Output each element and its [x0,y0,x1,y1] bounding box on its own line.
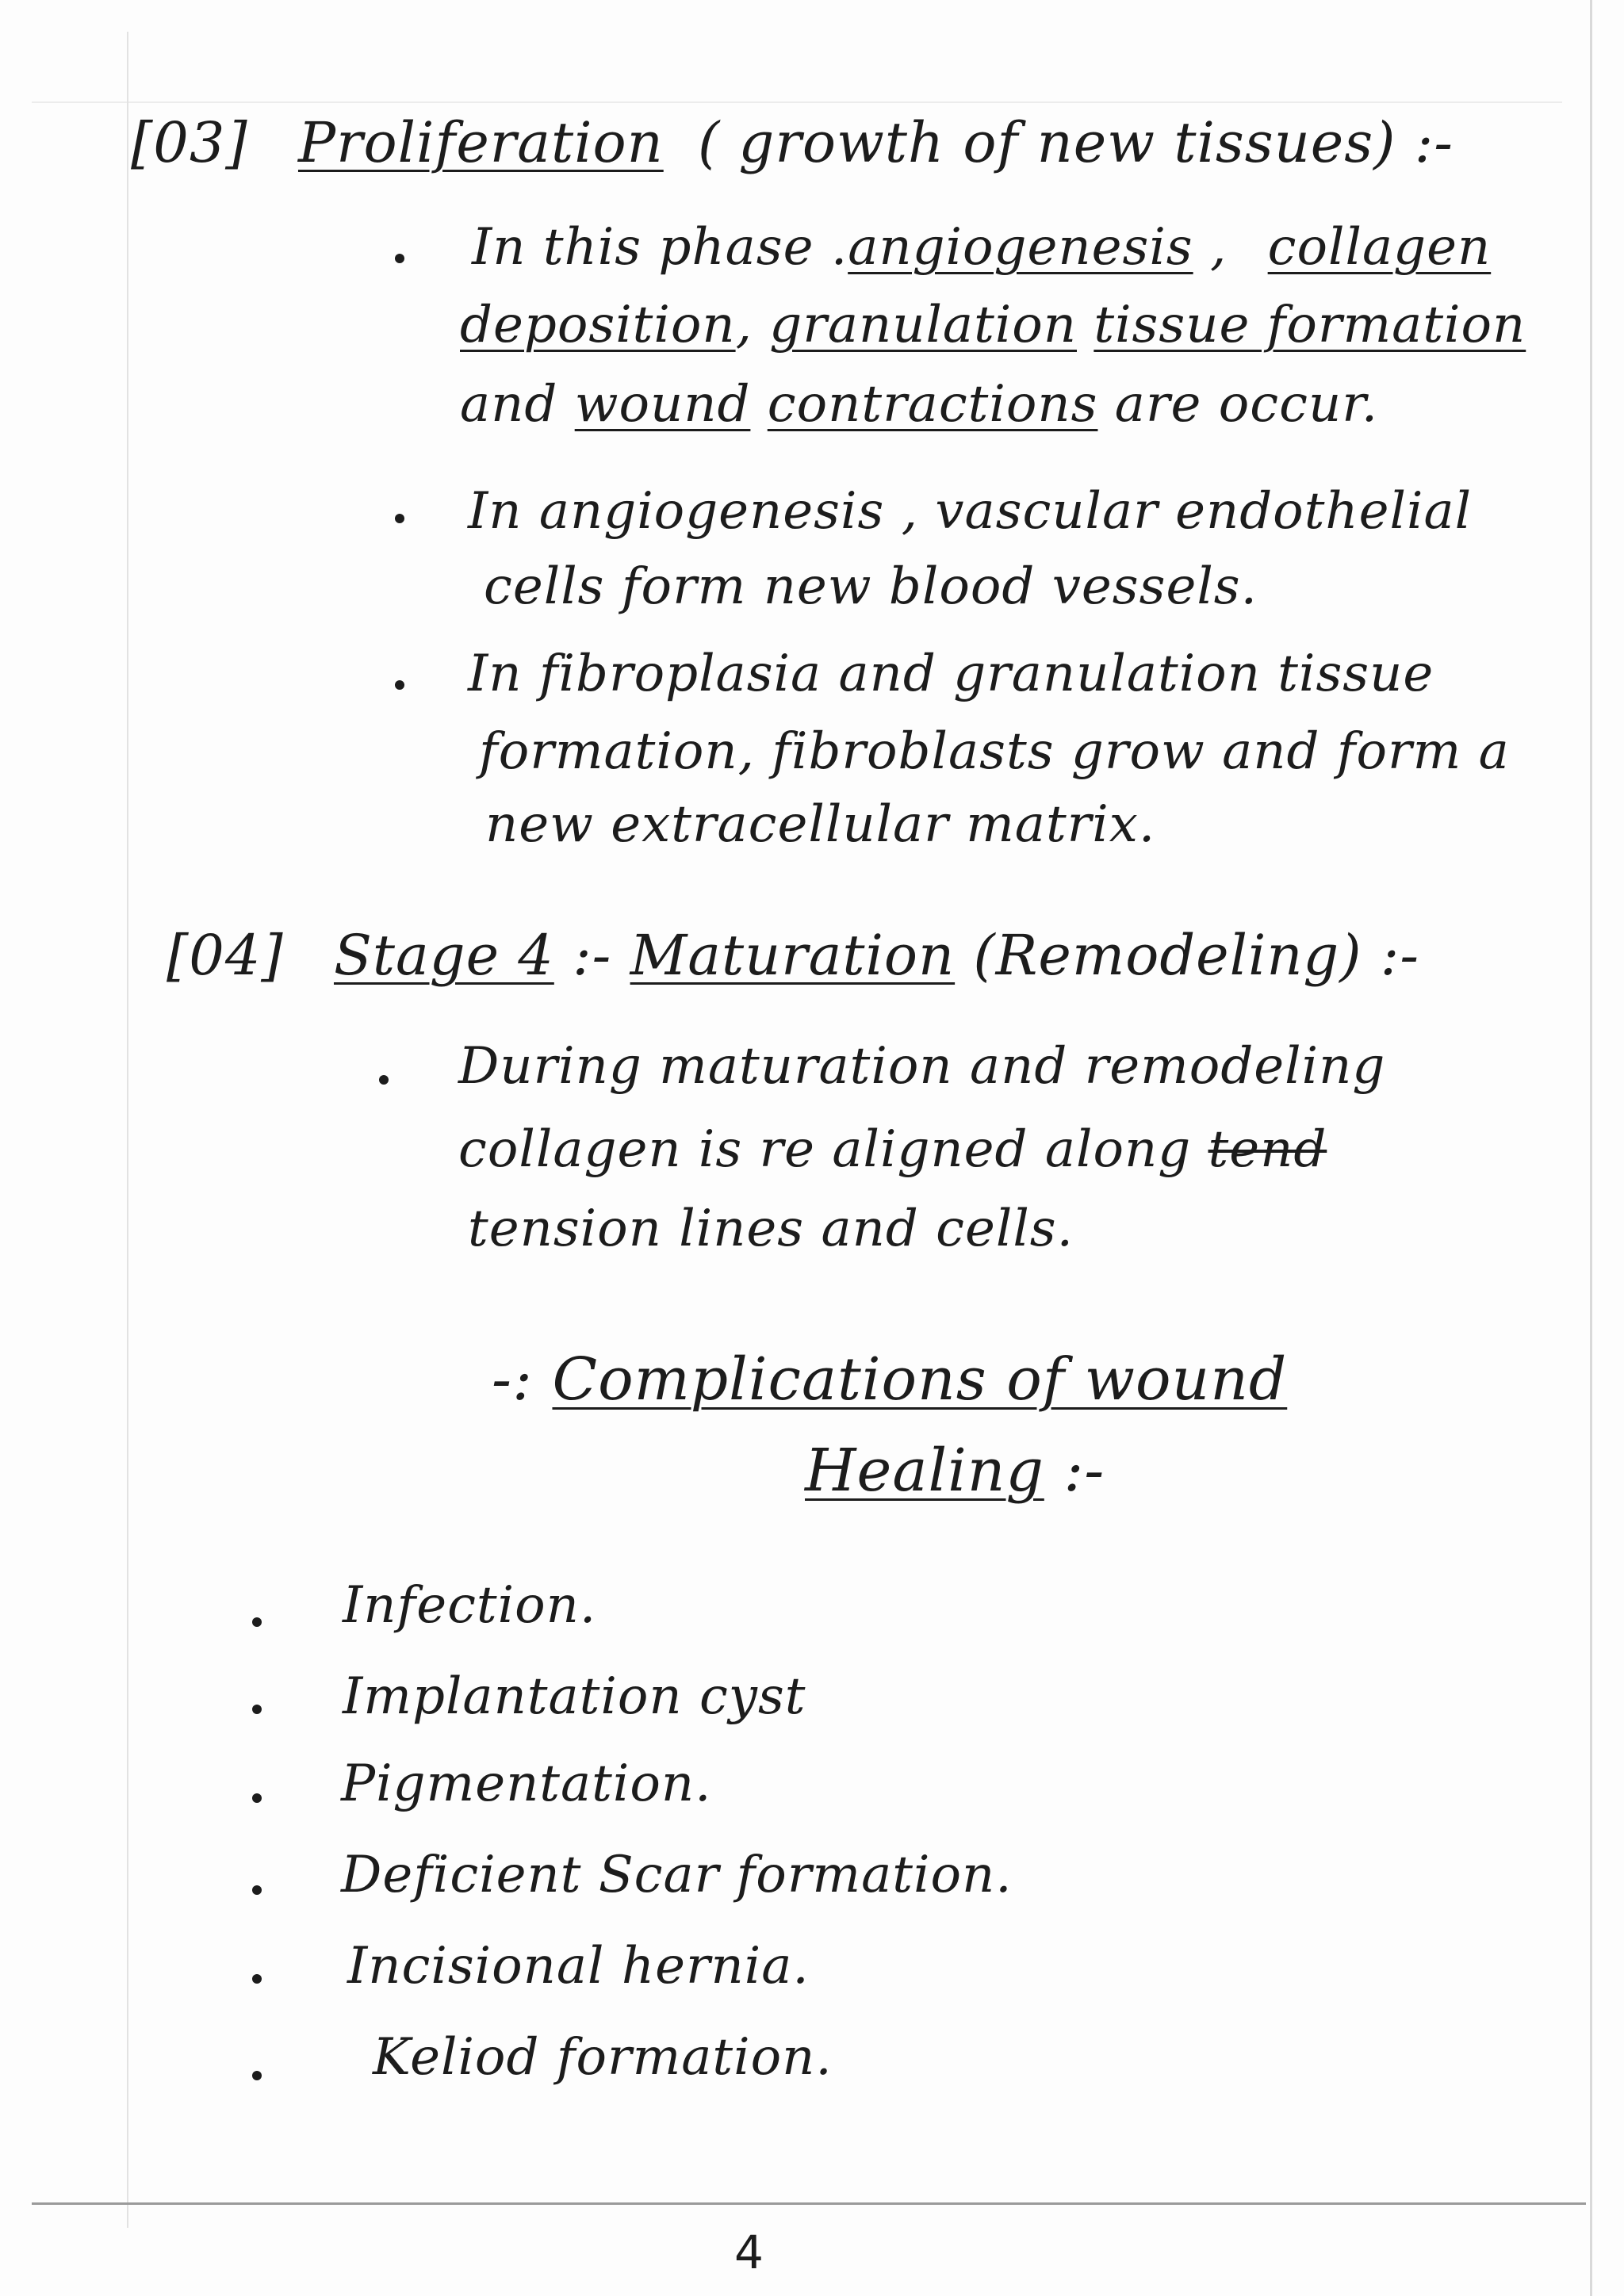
complication-item: Incisional hernia. [347,1937,810,1996]
title-text: Complications of wound [552,1345,1288,1414]
text-span: , [1193,218,1228,277]
top-rule [32,101,1562,103]
text-span [1077,296,1094,354]
complications-title-line1 [492,1345,1288,1414]
complication-item: Infection. [343,1576,597,1635]
bullet-dot [379,1075,389,1085]
right-edge-line [1590,0,1592,2296]
complication-item: Implantation cyst [343,1667,806,1726]
text-span: collagen is re aligned along [458,1120,1208,1179]
s3-b2-line1: In angiogenesis , vascular endothelial [468,482,1473,541]
bullet-dot [252,1705,262,1714]
section4-title: Maturation [630,923,956,988]
underlined-term-deposition: deposition [460,296,736,354]
title-prefix: -: [492,1345,553,1414]
s4-b1-line3: tension lines and cells. [468,1200,1074,1258]
bullet-dot [252,1793,262,1803]
complication-item: Deficient Scar formation. [341,1846,1013,1904]
underlined-term-granulation: granulation [769,296,1077,354]
section4-number: [04] [167,923,284,988]
struck-word: tend [1208,1120,1327,1179]
text-span: , [735,296,770,354]
s3-b1-line3 [460,373,1378,436]
section4-heading [167,924,1419,987]
underlined-term-tissue-formation: tissue formation [1094,296,1526,354]
section4-sep: :- [553,923,630,988]
underlined-term-wound: wound [574,375,751,434]
complication-item: Keliod formation. [373,2028,833,2087]
s3-b3-line2: formation, fibroblasts grow and form a [479,722,1510,781]
s3-b1-line1 [472,216,1491,279]
s3-b3-line3: new extracellular matrix. [485,795,1156,854]
bullet-dot [252,1885,262,1895]
text-span: are occur. [1097,375,1379,434]
bullet-dot [395,514,404,523]
text-span: In this phase . [472,218,848,277]
section3-heading [131,111,1454,174]
section3-subtitle: ( growth of new tissues) :- [698,110,1454,175]
section4-stage: Stage 4 [333,923,554,988]
section3-title: Proliferation [297,110,664,175]
bullet-dot [252,2071,262,2080]
section4-subtitle: (Remodeling) :- [955,923,1420,988]
s3-b1-line2 [460,293,1526,357]
s4-b1-line2 [458,1118,1327,1181]
underlined-term-contractions: contractions [767,375,1098,434]
underlined-term-collagen: collagen [1267,218,1492,277]
margin-line [127,32,128,2228]
section3-number: [03] [131,110,248,175]
page-number: 4 [734,2225,764,2279]
title-suffix: :- [1044,1437,1105,1505]
complication-item: Pigmentation. [341,1755,712,1813]
bullet-dot [395,680,404,690]
bullet-dot [252,1617,262,1627]
title-text: Healing [805,1437,1044,1505]
bottom-rule [32,2202,1586,2205]
text-span: and [460,375,575,434]
underlined-term-angiogenesis: angiogenesis [848,218,1193,277]
text-span [750,375,767,434]
s4-b1-line1: During maturation and remodeling [458,1037,1386,1096]
s3-b2-line2: cells form new blood vessels. [484,557,1258,616]
bullet-dot [252,1974,262,1984]
complications-title-line2 [805,1437,1105,1505]
s3-b3-line1: In fibroplasia and granulation tissue [468,645,1434,703]
bullet-dot [395,254,404,263]
